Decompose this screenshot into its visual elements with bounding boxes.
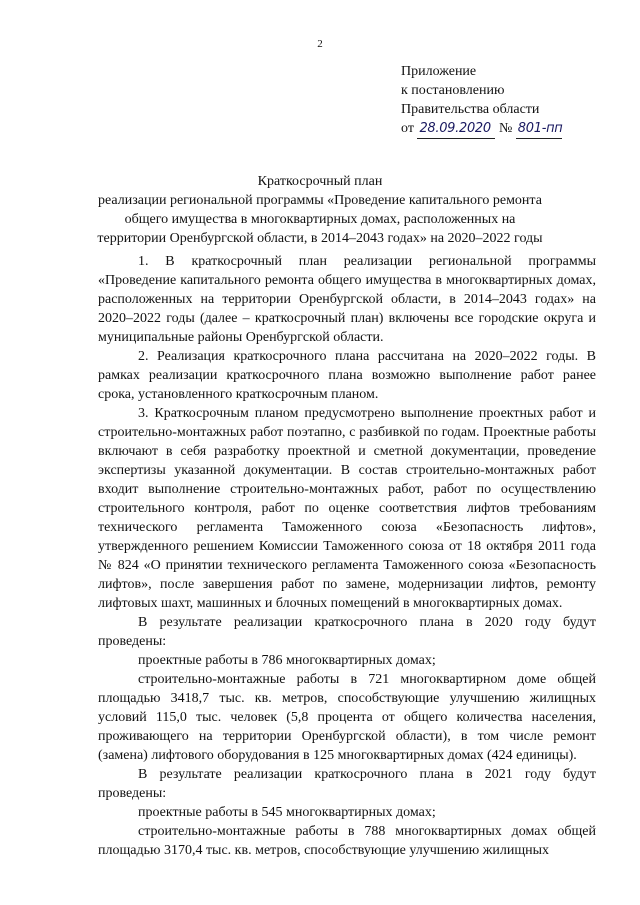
paragraph-1: 1. В краткосрочный план реализации региональной программы «Проведение капитального ремонта общего имущества в многоквартирных домах, расположенных на территории Оренбургской области, в 2014–2043 годах» на 2020–2022 годы (далее – краткосрочный план) включены все городские округа и муниципальные районы Оренбургской области. [98,254,596,345]
paragraph-2021-intro: В результате реализации краткосрочного плана в 2021 году будут проведены: [98,767,596,801]
document-body [98,252,596,860]
paragraph-2021-design: проектные работы в 545 многоквартирных домах; [138,805,436,820]
handwritten-number: 801-пп [516,119,562,139]
paragraph-3: 3. Краткосрочным планом предусмотрено выполнение проектных работ и строительно-монтажных работ поэтапно, с разбивкой по годам. Проектные работы включают в себя разработку проектной и сметной документации, проведение экспертизы указанной документации. В состав строительно-монтажных работ входит выполнение строительно-монтажных работ, работ по осуществлению строительного контроля, работ по оценке соответствия лифтов требованиям технического регламента Таможенного союза «Безопасность лифтов», утвержденного решением Комиссии Таможенного союза от 18 октября 2011 года № 824 «О принятии технического регламента Таможенного союза «Безопасность лифтов», после завершения работ по замене, модернизации лифтов, ремонту лифтовых шахт, машинных и блочных помещений в многоквартирных домах. [98,406,596,611]
handwritten-date: 28.09.2020 [417,119,495,139]
paragraph-2: 2. Реализация краткосрочного плана рассчитана на 2020–2022 годы. В рамках реализации краткосрочного плана возможно выполнение работ ранее срока, установленного краткосрочным планом. [98,349,596,402]
paragraph-2020-design: проектные работы в 786 многоквартирных домах; [138,653,436,668]
paragraph-2021-construction: строительно-монтажные работы в 788 многоквартирных домах общей площадью 3170,4 тыс. кв. метров, способствующие улучшению жилищных [98,824,596,858]
title-line-2: реализации региональной программы «Проведение капитального ремонта [98,193,542,208]
paragraph-2020-intro: В результате реализации краткосрочного плана в 2020 году будут проведены: [98,615,596,649]
title-line-1: Краткосрочный план [257,174,383,189]
appendix-line-3: Правительства области [401,102,540,117]
document-title [90,172,550,248]
appendix-line-1: Приложение [401,64,477,79]
title-line-3: общего имущества в многоквартирных домах, расположенных на [124,212,516,227]
page-number: 2 [317,38,323,50]
number-sign: № [498,121,513,136]
appendix-block [401,62,562,139]
title-line-4: территории Оренбургской области, в 2014–2043 годах» на 2020–2022 годы [97,231,543,246]
paragraph-2020-construction: строительно-монтажные работы в 721 многоквартирном доме общей площадью 3418,7 тыс. кв. метров, способствующие улучшению жилищных условий 115,0 тыс. человек (5,8 процента от общего количества населения, проживающего на территории Оренбургской области), в том числе ремонт (замена) лифтового оборудования в 125 многоквартирных домах (424 единицы). [98,672,596,763]
appendix-date-line [401,119,562,139]
appendix-line-2: к постановлению [401,83,505,98]
date-prefix: от [401,121,414,136]
